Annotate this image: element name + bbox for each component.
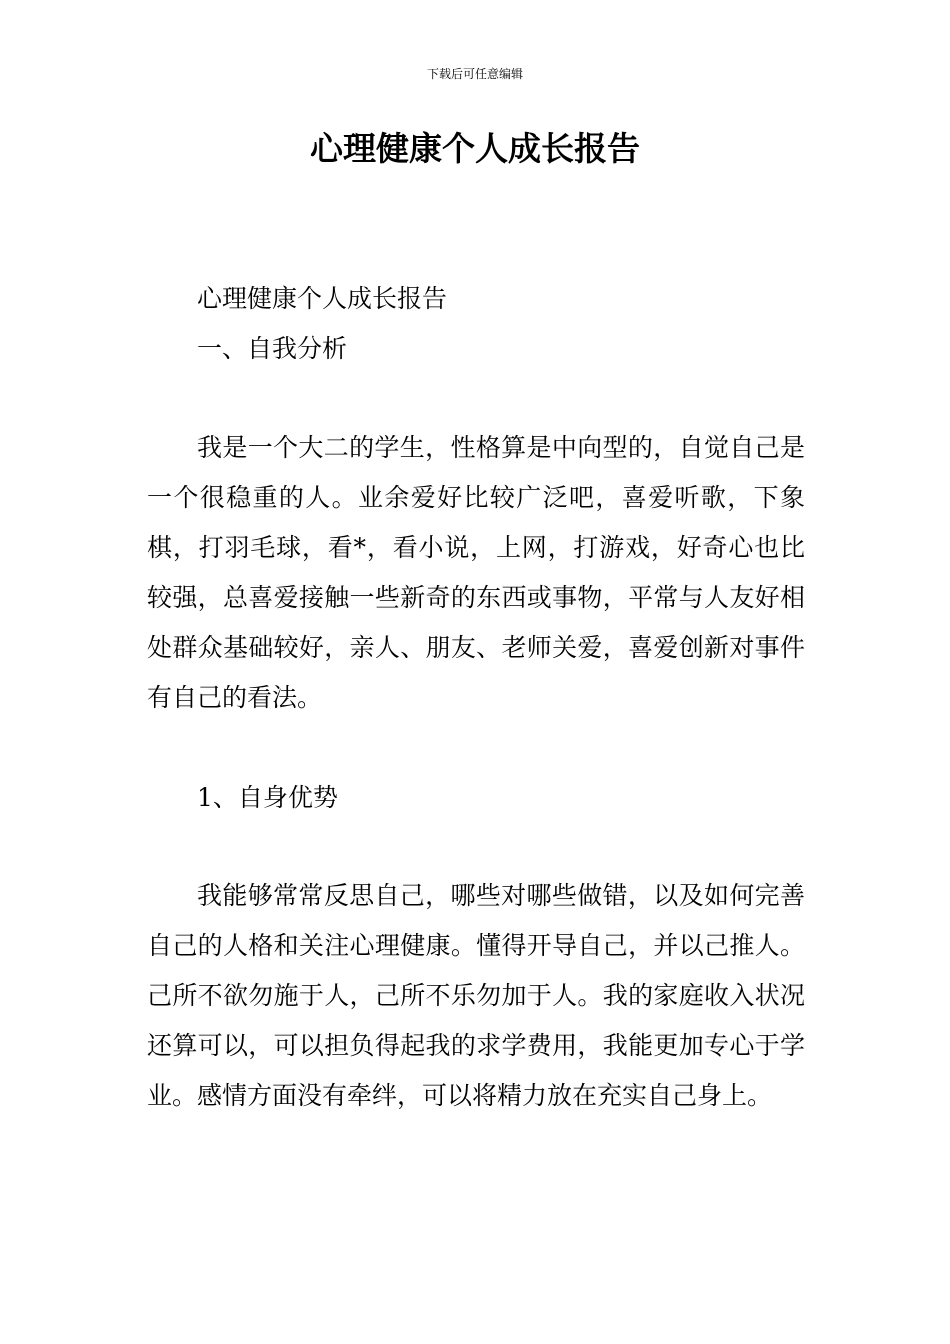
item-heading-strengths: 1、自身优势 (197, 783, 338, 812)
paragraph-self-analysis: 我是一个大二的学生，性格算是中向型的，自觉自己是一个很稳重的人。业余爱好比较广泛吧，喜爱听歌，下象棋，打羽毛球，看*，看小说，上网，打游戏，好奇心也比较强，总喜爱接触一些新奇的东西或事物，平常与人友好相处群众基础较好，亲人、朋友、老师关爱，喜爱创新对事件有自己的看法。 (147, 433, 805, 712)
document-title: 心理健康个人成长报告 (310, 129, 640, 168)
paragraph-strengths: 我能够常常反思自己，哪些对哪些做错，以及如何完善自己的人格和关注心理健康。懂得开导自己，并以己推人。己所不欲勿施于人，己所不乐勿加于人。我的家庭收入状况还算可以，可以担负得起我的求学费用，我能更加专心于学业。感情方面没有牵绊，可以将精力放在充实自己身上。 (147, 881, 805, 1110)
section-heading: 一、自我分析 (197, 334, 348, 363)
document-subtitle: 心理健康个人成长报告 (197, 284, 448, 313)
page-header-note: 下载后可任意编辑 (426, 67, 523, 81)
